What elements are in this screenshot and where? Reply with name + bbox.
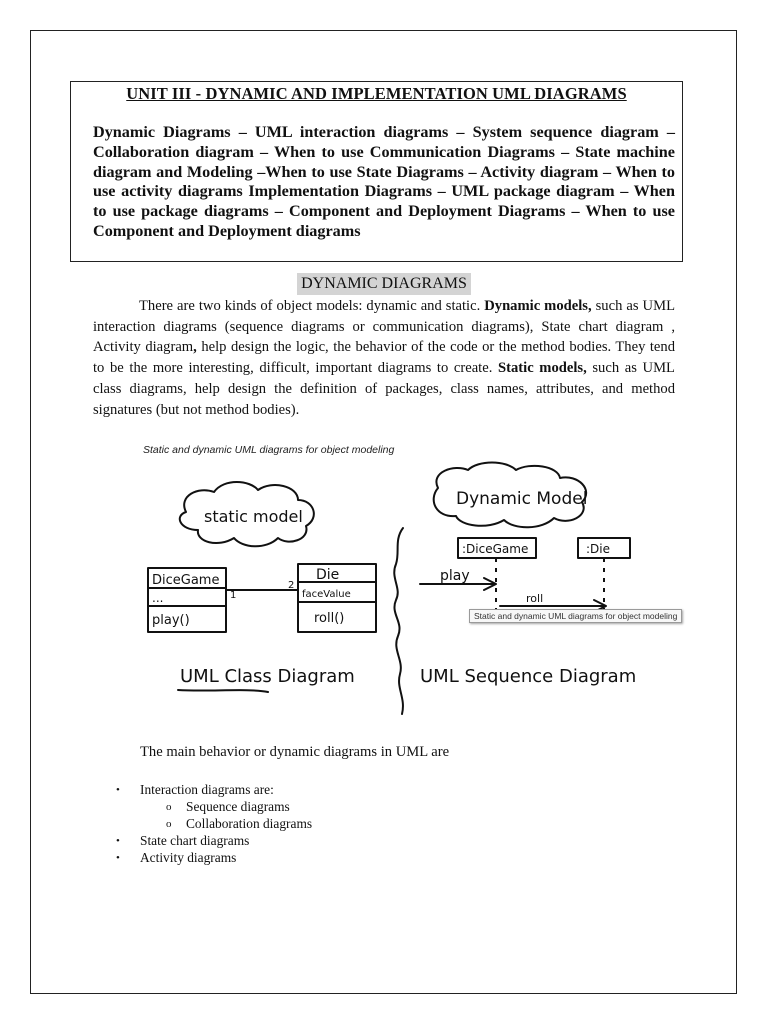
multiplicity-left: 1 xyxy=(230,590,237,601)
dicegame-class-attr: ... xyxy=(152,591,164,605)
lead-sentence: The main behavior or dynamic diagrams in UML are xyxy=(140,744,450,760)
section-heading: DYNAMIC DIAGRAMS xyxy=(297,273,471,295)
section-heading-wrap xyxy=(0,273,768,295)
intro-bold-comma: , xyxy=(193,339,197,356)
die-class-op: roll() xyxy=(314,611,345,626)
multiplicity-right: 2 xyxy=(288,580,295,591)
sequence-diagram-label: UML Sequence Diagram xyxy=(420,666,637,687)
dicegame-lifeline-label: :DiceGame xyxy=(462,542,529,556)
intro-bold-static: Static models, xyxy=(498,360,587,377)
unit-title: UNIT III - DYNAMIC AND IMPLEMENTATION UML DIAGRAMS xyxy=(126,84,627,103)
class-diagram-label: UML Class Diagram xyxy=(180,666,355,687)
bullet-marker: • xyxy=(116,784,120,796)
sub-bullet-marker: o xyxy=(166,818,172,830)
sub-bullet-marker: o xyxy=(166,801,172,813)
bullet-marker: • xyxy=(116,852,120,864)
divider-squiggle xyxy=(394,528,403,714)
bullet-marker: • xyxy=(116,835,120,847)
die-class-name: Die xyxy=(316,567,340,583)
dicegame-class-op: play() xyxy=(152,613,190,628)
intro-text-4: such as UML class diagrams, help design the definition of packages, class names, attributes, and method signatures (but not method bodies). xyxy=(93,360,675,418)
figure-tooltip: Static and dynamic UML diagrams for object modeling xyxy=(469,609,682,623)
die-class-attr: faceValue xyxy=(302,589,351,600)
intro-paragraph xyxy=(93,296,675,420)
intro-text-3: help design the logic, the behavior of the code or the method bodies. They tend to be the more interesting, difficult, important diagrams to create. xyxy=(93,339,676,377)
intro-text-1: There are two kinds of object models: dynamic and static. xyxy=(139,298,485,314)
list-subitem-collaboration: Collaboration diagrams xyxy=(186,816,313,831)
list-subitem-sequence: Sequence diagrams xyxy=(186,799,290,814)
dynamic-cloud-label: Dynamic Model xyxy=(456,489,588,509)
uml-figure xyxy=(138,460,718,722)
uml-sketch xyxy=(138,460,718,722)
play-message-label: play xyxy=(440,568,470,584)
list-item-statechart: State chart diagrams xyxy=(140,833,250,848)
roll-message-label: roll xyxy=(526,592,544,605)
figure-caption: Static and dynamic UML diagrams for object modeling xyxy=(143,444,395,456)
intro-bold-dynamic: Dynamic models, xyxy=(484,298,592,314)
intro-text-2: such as UML interaction diagrams (sequence diagrams or communication diagrams), State chart diagram , Activity diagram xyxy=(93,298,675,356)
list-item-interaction: Interaction diagrams are: xyxy=(140,782,274,797)
die-lifeline-label: :Die xyxy=(586,542,610,556)
unit-syllabus: Dynamic Diagrams – UML interaction diagrams – System sequence diagram – Collaboration diagram – When to use Communication Diagrams – State machine diagram and Modeling –When to use State Diagrams – Activity diagram – When to use activity diagrams Implementation Diagrams – UML package diagram – When to use package diagrams – Component and Deployment Diagrams – When to use Component and Deployment diagrams xyxy=(93,123,675,240)
list-item-activity: Activity diagrams xyxy=(140,850,237,865)
dicegame-class-name: DiceGame xyxy=(152,573,220,588)
static-cloud-label: static model xyxy=(204,507,303,526)
